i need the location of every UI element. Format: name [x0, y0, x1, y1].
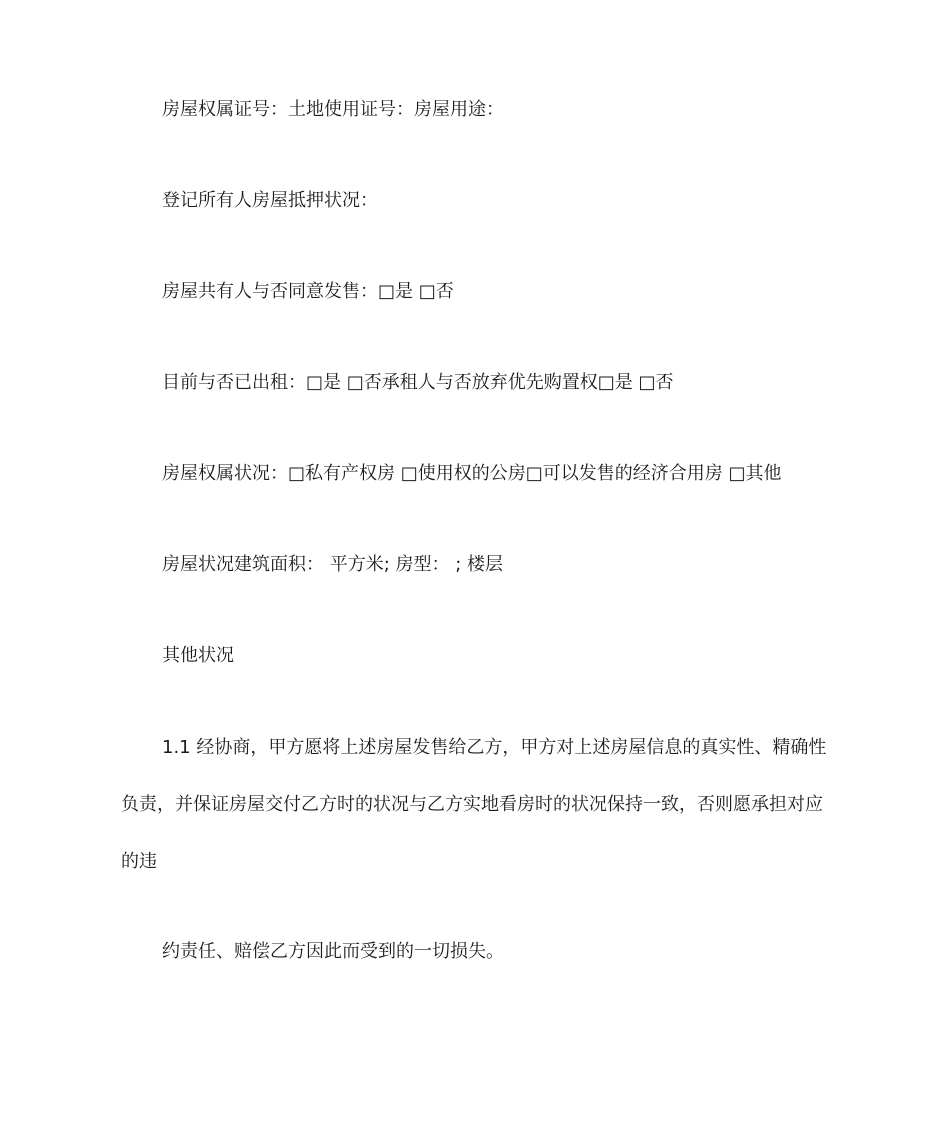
- liability-line: 约责任、赔偿乙方因此而受到的一切损失。: [162, 941, 504, 962]
- clause-1-1-line-1: 1.1 经协商，甲方愿将上述房屋发售给乙方，甲方对上述房屋信息的真实性、精确性: [162, 737, 827, 758]
- mortgage-status-line: 登记所有人房屋抵押状况：: [162, 190, 378, 211]
- property-ownership-line: 房屋权属证号：土地使用证号：房屋用途：: [162, 99, 504, 120]
- building-area-line: 房屋状况建筑面积： 平方米; 房型： ; 楼层: [162, 554, 504, 575]
- clause-1-1-line-3: 的违: [121, 851, 157, 872]
- clause-1-1-line-2: 负责，并保证房屋交付乙方时的状况与乙方实地看房时的状况保持一致，否则愿承担对应: [121, 794, 823, 815]
- ownership-type-line: 房屋权属状况：□私有产权房 □使用权的公房□可以发售的经济合用房 □其他: [162, 463, 782, 484]
- co-owner-consent-line: 房屋共有人与否同意发售：□是 □否: [162, 281, 454, 302]
- other-status-line: 其他状况: [162, 645, 234, 666]
- rental-status-line: 目前与否已出租：□是 □否承租人与否放弃优先购置权□是 □否: [162, 372, 674, 393]
